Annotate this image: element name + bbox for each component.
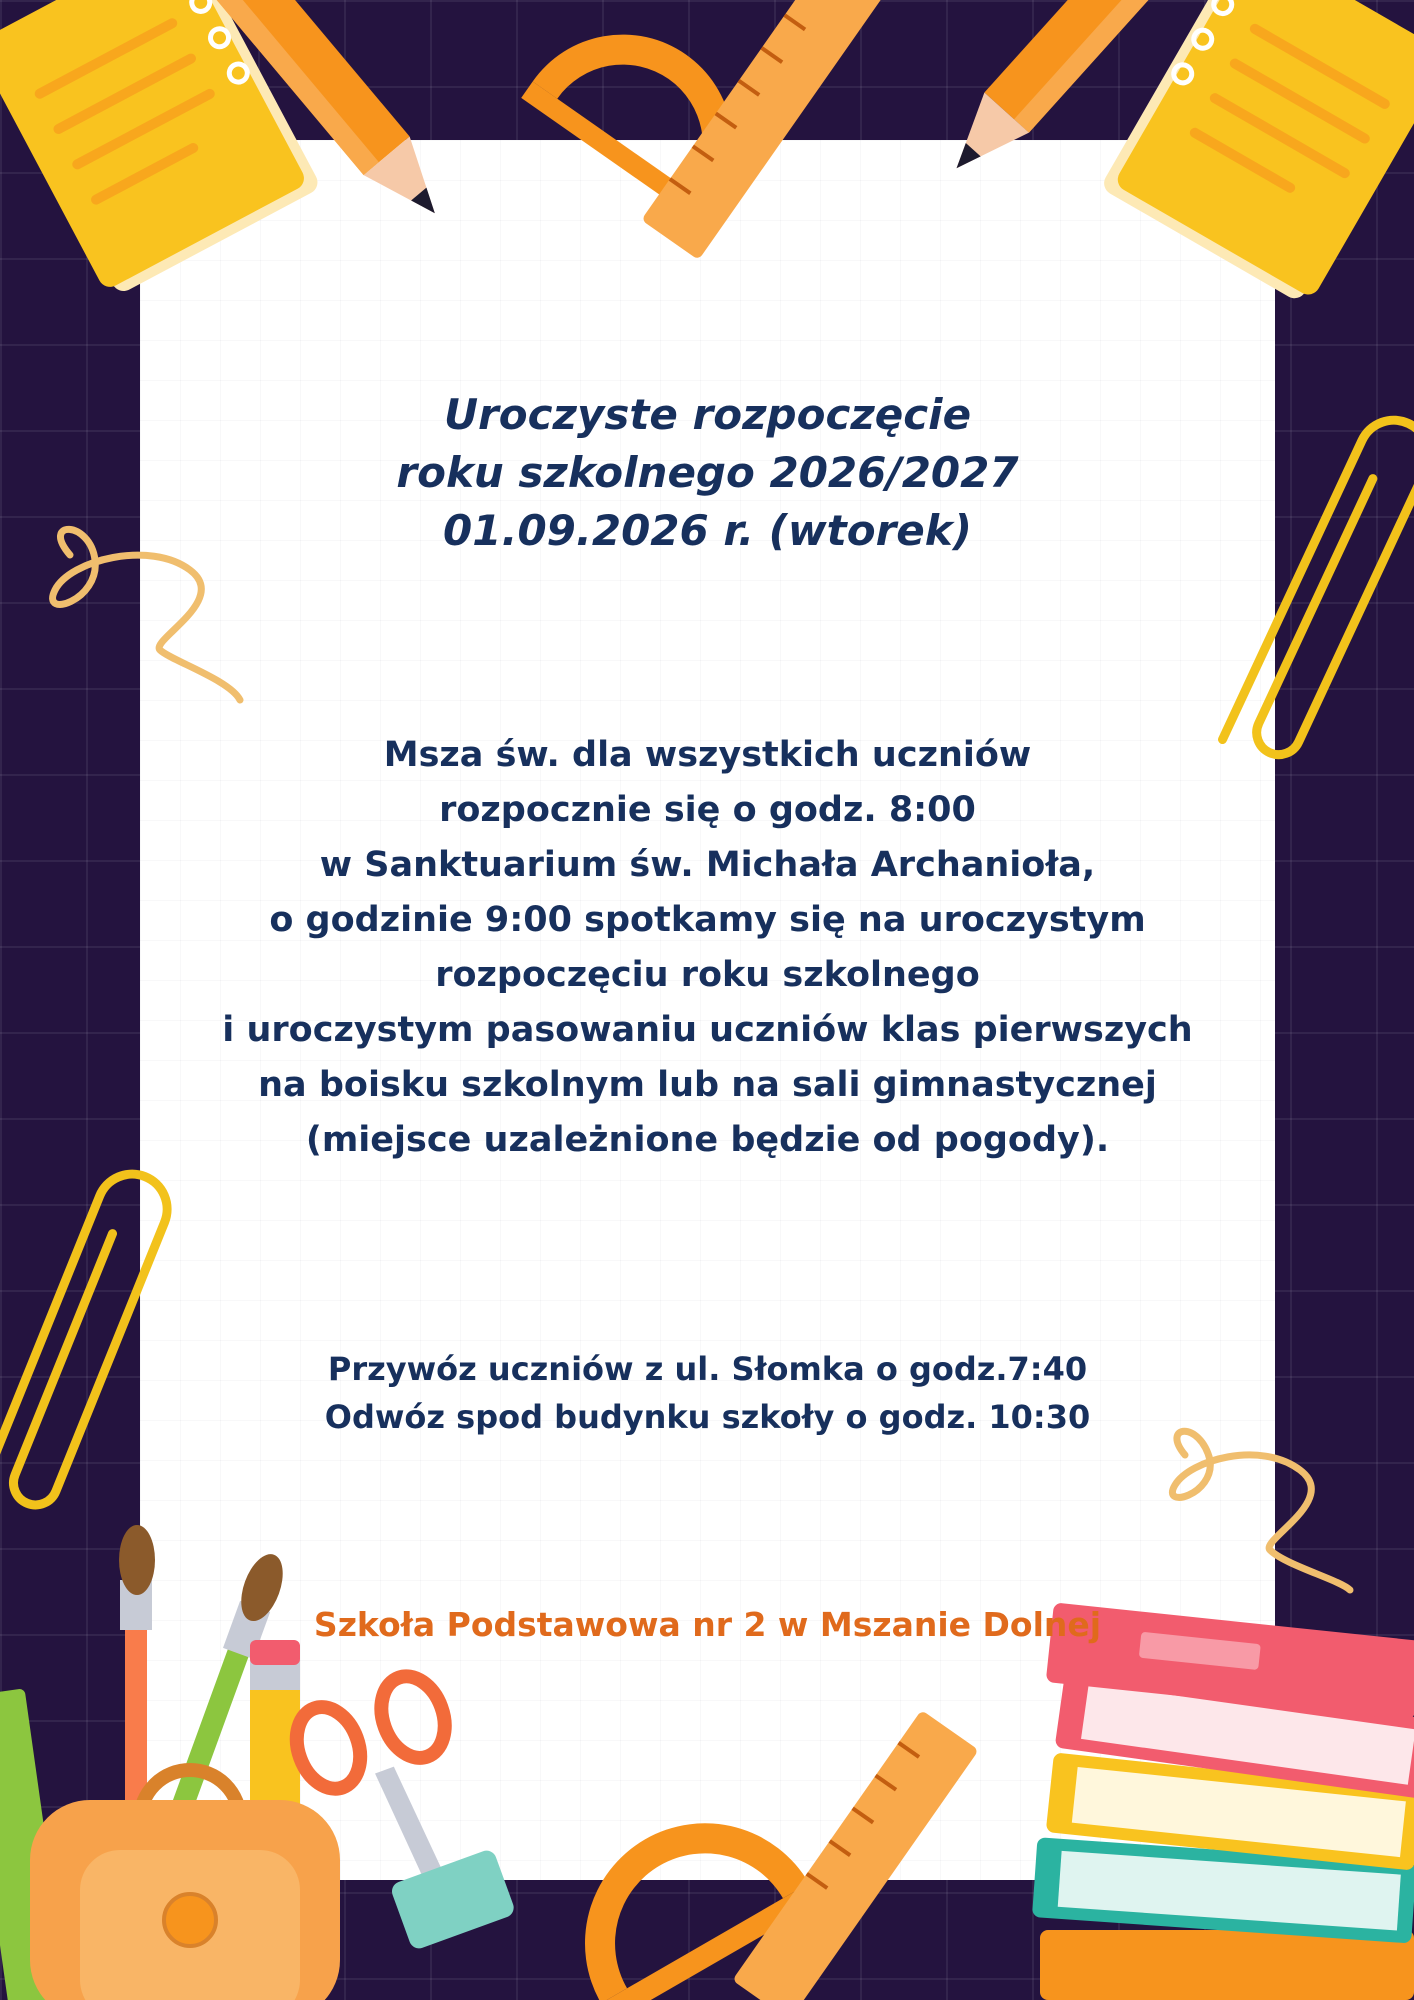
- swirl-icon: [1172, 1431, 1350, 1590]
- pickup-info: Przywóz uczniów z ul. Słomka o godz.7:40: [327, 1350, 1088, 1388]
- books-stack-icon: [1032, 1602, 1414, 2000]
- body-line: Msza św. dla wszystkich uczniów: [383, 735, 1032, 775]
- school-name: Szkoła Podstawowa nr 2 w Mszanie Dolnej: [313, 1605, 1102, 1644]
- title-date: 01.09.2026 r. (wtorek): [443, 506, 972, 555]
- paperclip-icon: [0, 1164, 178, 1519]
- body-line: rozpoczęciu roku szkolnego: [435, 955, 980, 995]
- body-line: w Sanktuarium św. Michała Archanioła,: [319, 845, 1096, 885]
- ruler-icon: [641, 0, 888, 260]
- body-line: na boisku szkolnym lub na sali gimnastycznej: [258, 1065, 1157, 1105]
- body-line: rozpocznie się o godz. 8:00: [439, 790, 976, 830]
- event-title: [140, 386, 1275, 560]
- title-line-2: roku szkolnego 2026/2027: [396, 448, 1019, 497]
- transport-info: [140, 1345, 1275, 1441]
- body-line: o godzinie 9:00 spotkamy się na uroczystym: [269, 900, 1146, 940]
- title-line-1: Uroczyste rozpoczęcie: [443, 390, 972, 439]
- event-description: [140, 728, 1275, 1168]
- body-line: (miejsce uzależnione będzie od pogody).: [305, 1120, 1110, 1160]
- backpack-icon: [30, 1770, 340, 2000]
- notebook-icon: [1100, 0, 1414, 308]
- body-line: i uroczystym pasowaniu uczniów klas pierwszych: [222, 1010, 1193, 1050]
- return-info: Odwóz spod budynku szkoły o godz. 10:30: [324, 1398, 1091, 1436]
